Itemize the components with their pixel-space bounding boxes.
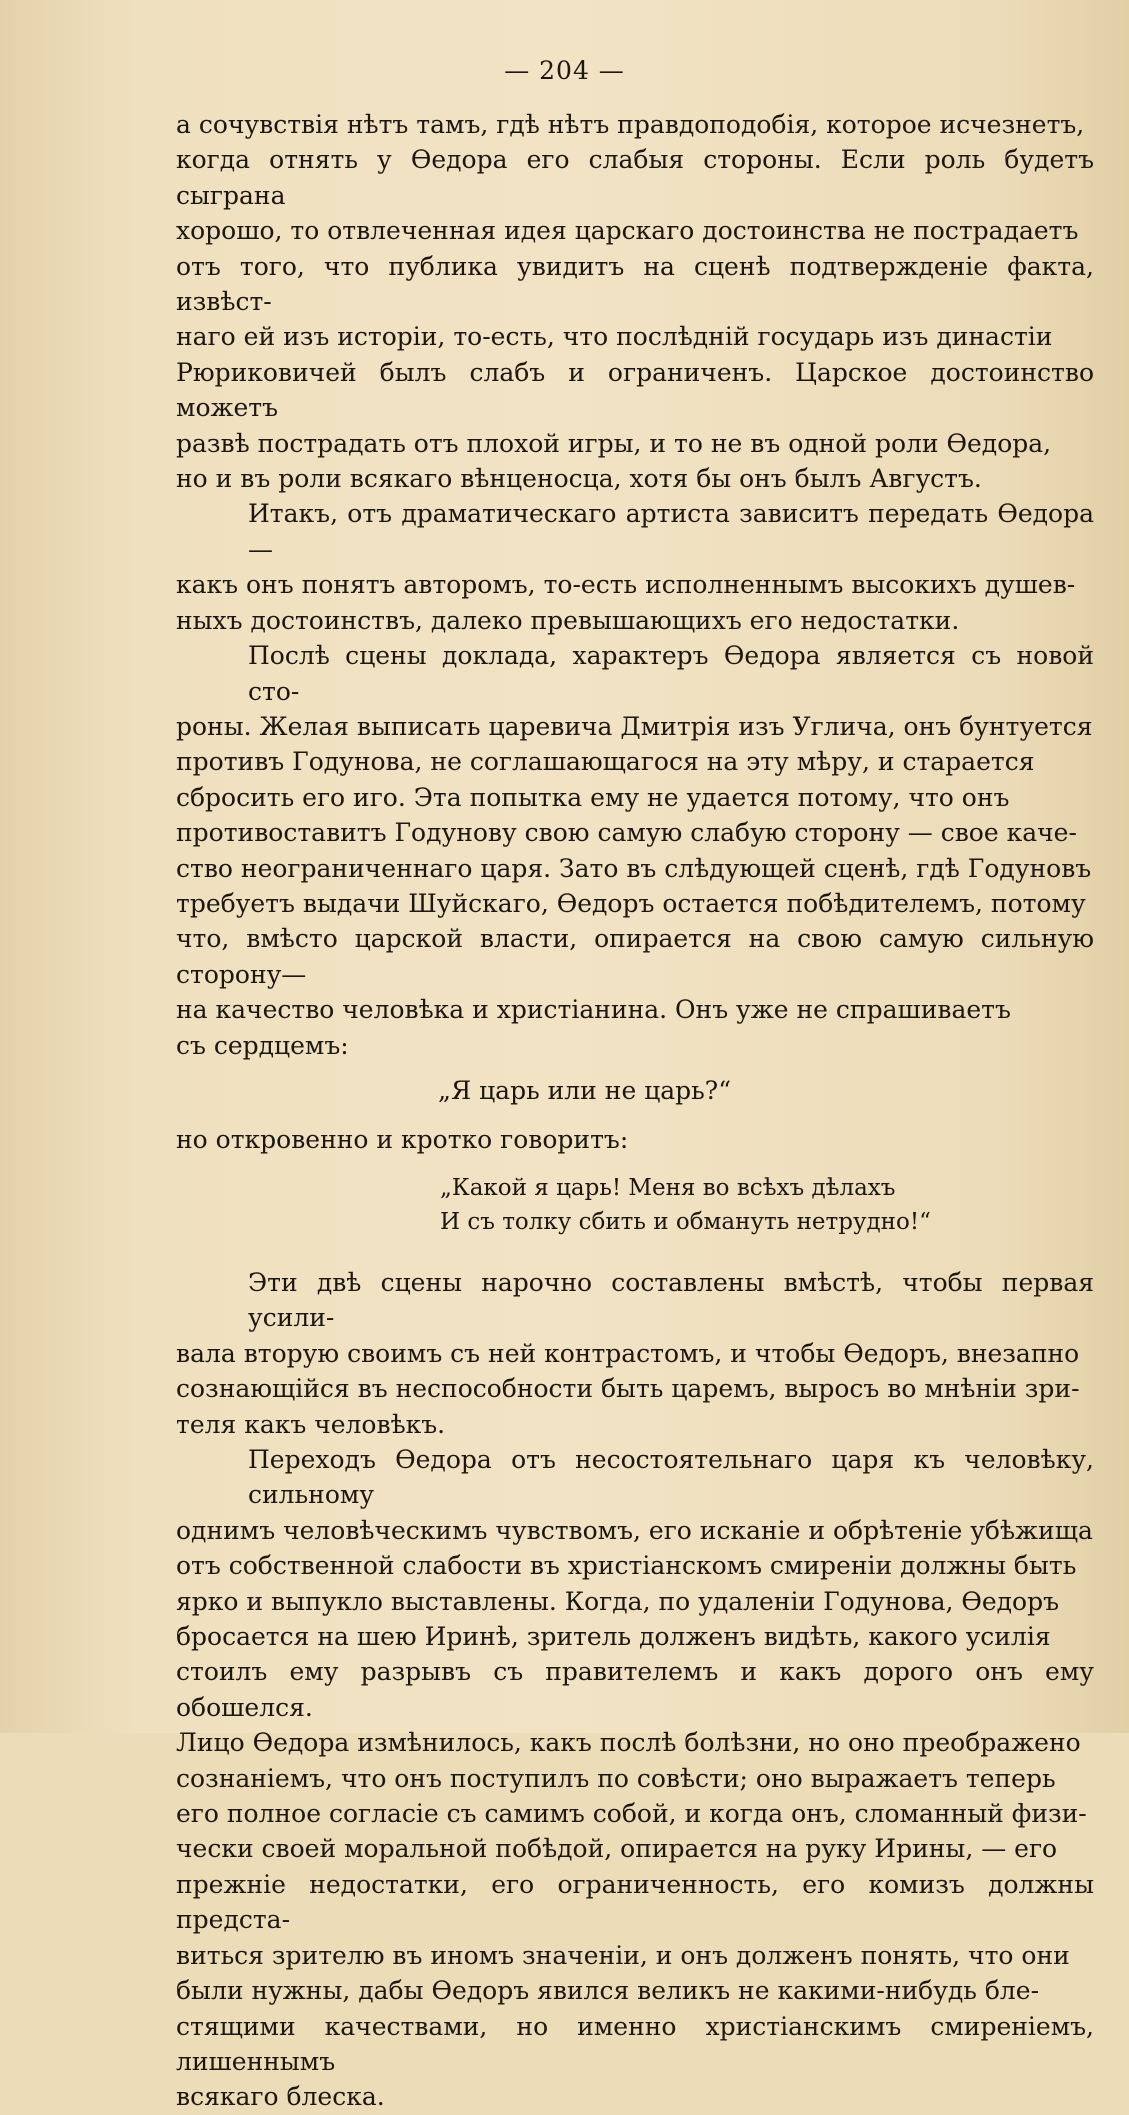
paragraph-3 xyxy=(176,638,1094,1063)
quote-tsar: „Я царь или не царь?“ xyxy=(438,1075,731,1105)
text-line: но и въ роли всякаго вѣнценосца, хотя бы онъ былъ Августъ. xyxy=(176,464,982,494)
text-line: требуетъ выдачи Шуйскаго, Ѳедоръ остается побѣдителемъ, потому xyxy=(176,888,1086,918)
paragraph-4 xyxy=(176,1265,1094,1442)
text-line: стящими качествами, но именно христіанскимъ смиреніемъ, лишеннымъ xyxy=(176,2011,1094,2076)
verse-line: „Какой я царь! Меня во всѣхъ дѣлахъ xyxy=(440,1174,896,1201)
text-line: однимъ человѣческимъ чувствомъ, его исканіе и обрѣтеніе убѣжища xyxy=(176,1515,1093,1545)
text-line: Эти двѣ сцены нарочно составлены вмѣстѣ, чтобы первая усили- xyxy=(248,1267,1094,1333)
text-line: когда отнять у Ѳедора его слабыя стороны. Если роль будетъ сыграна xyxy=(176,145,1094,210)
text-line: что, вмѣсто царской власти, опирается на свою самую сильную сторону— xyxy=(176,924,1094,989)
text-line: ярко и выпукло выставлены. Когда, по удаленіи Годунова, Ѳедоръ xyxy=(176,1586,1060,1616)
text-line: ство неограниченнаго царя. Зато въ слѣдующей сценѣ, гдѣ Годуновъ xyxy=(176,853,1092,883)
verse-quote xyxy=(176,1171,1094,1239)
text-line: теля какъ человѣкъ. xyxy=(176,1409,446,1439)
text-line: сознающійся въ неспособности быть царемъ, выросъ во мнѣніи зри- xyxy=(176,1374,1080,1404)
paragraph-1 xyxy=(176,107,1094,496)
text-line: сознаніемъ, что онъ поступилъ по совѣсти; оно выражаетъ теперь xyxy=(176,1763,1056,1793)
text-line: какъ онъ понятъ авторомъ, то-есть исполненнымъ высокихъ душев- xyxy=(176,570,1076,600)
text-line: стоилъ ему разрывъ съ правителемъ и какъ дорого онъ ему обошелся. xyxy=(176,1657,1094,1722)
text-line: противъ Годунова, не соглашающагося на эту мѣру, и старается xyxy=(176,747,1035,777)
text-line: его полное согласіе съ самимъ собой, и когда онъ, сломанный физи- xyxy=(176,1799,1087,1829)
text-line: вала вторую своимъ съ ней контрастомъ, и чтобы Ѳедоръ, внезапно xyxy=(176,1338,1080,1368)
text-line: а сочувствія нѣтъ тамъ, гдѣ нѣтъ правдоподобія, которое исчезнетъ, xyxy=(176,110,1085,139)
text-line: развѣ пострадать отъ плохой игры, и то не въ одной роли Ѳедора, xyxy=(176,428,1052,458)
text-line: Рюриковичей былъ слабъ и ограниченъ. Царское достоинство можетъ xyxy=(176,357,1094,423)
text-line: на качество человѣка и христіанина. Онъ уже не спрашиваетъ xyxy=(176,995,1011,1025)
text-line: противоставитъ Годунову свою самую слабую сторону — свое каче- xyxy=(176,818,1077,848)
text-line: Послѣ сцены доклада, характеръ Ѳедора является съ новой сто- xyxy=(248,641,1094,706)
text-line: бросается на шею Иринѣ, зритель долженъ видѣть, какого усилія xyxy=(176,1622,1051,1652)
page-number: — 204 — xyxy=(504,56,625,85)
text-line: ныхъ достоинствъ, далеко превышающихъ его недостатки. xyxy=(176,605,960,635)
paragraph-2 xyxy=(176,496,1094,638)
text-line: отъ собственной слабости въ христіанскомъ смиреніи должны быть xyxy=(176,1551,1077,1581)
text-line: виться зрителю въ иномъ значеніи, и онъ долженъ понять, что они xyxy=(176,1940,1070,1970)
text-line: Переходъ Ѳедора отъ несостоятельнаго царя къ человѣку, сильному xyxy=(248,1445,1094,1510)
verse-line: И съ толку сбить и обмануть нетрудно!“ xyxy=(440,1208,931,1235)
text-line: чески своей моральной побѣдой, опирается на руку Ирины, — его xyxy=(176,1834,1058,1864)
text-line: отъ того, что публика увидитъ на сценѣ подтвержденіе факта, извѣст- xyxy=(176,251,1094,317)
text-line: хорошо, то отвлеченная идея царскаго достоинства не пострадаетъ xyxy=(176,216,1079,246)
text-line: наго ей изъ исторіи, то-есть, что послѣдній государь изъ династіи xyxy=(176,322,1053,352)
paragraph-5 xyxy=(176,1442,1094,2115)
text-line: всякаго блеска. xyxy=(176,2082,385,2112)
text-block xyxy=(176,107,1094,2115)
text-line: прежніе недостатки, его ограниченность, его комизъ должны предста- xyxy=(176,1869,1094,1935)
text-line: были нужны, дабы Ѳедоръ явился великъ не какими-нибудь бле- xyxy=(176,1976,1040,2006)
text-line: Лицо Ѳедора измѣнилось, какъ послѣ болѣзни, но оно преображено xyxy=(176,1728,1081,1758)
text-line: съ сердцемъ: xyxy=(176,1030,349,1060)
text-line: сбросить его иго. Эта попытка ему не удается потому, что онъ xyxy=(176,782,1010,812)
text-line: роны. Желая выписать царевича Дмитрія изъ Углича, онъ бунтуется xyxy=(176,711,1093,741)
connector-line: но откровенно и кротко говоритъ: xyxy=(176,1124,629,1154)
text-line: Итакъ, отъ драматическаго артиста зависитъ передать Ѳедора — xyxy=(248,499,1094,564)
